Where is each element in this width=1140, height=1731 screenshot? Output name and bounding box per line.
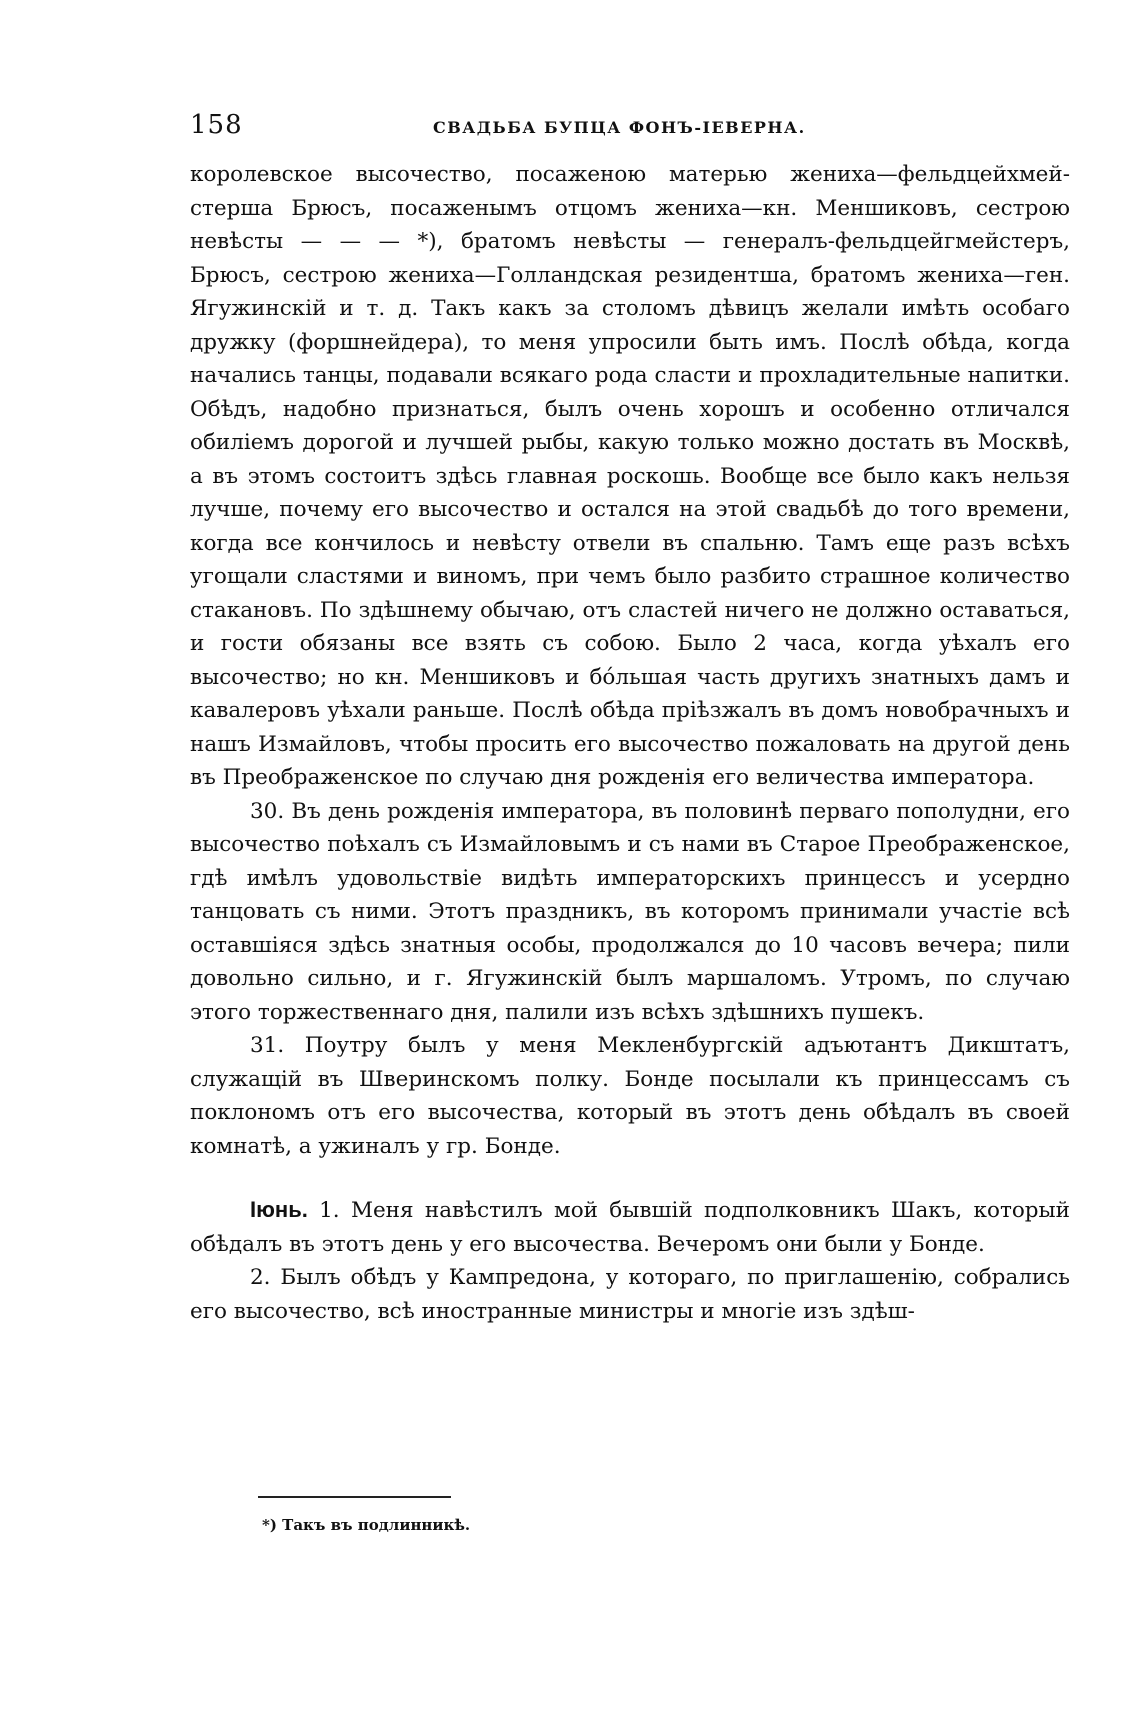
footnote-rule (258, 1496, 451, 1498)
footnote: *) Такъ въ подлинникѣ. (262, 1516, 471, 1534)
paragraph-2: 30. Въ день рожденія императора, въ половинѣ перваго пополудни, его высочество поѣхалъ съ Измайловымъ и съ нами въ Старое Преображенское, гдѣ имѣлъ удовольствіе видѣть императорскихъ принцессъ и усердно танцовать съ ними. Этотъ праздникъ, въ которомъ принимали участіе всѣ оставшіяся здѣсь знатныя особы, продолжался до 10 часовъ вечера; пили довольно сильно, и г. Ягужинскій былъ маршаломъ. Утромъ, по случаю этого торжественнаго дня, палили изъ всѣхъ здѣшнихъ пушекъ. (190, 798, 1070, 1025)
month-heading: Іюнь. (250, 1197, 308, 1222)
paragraph-4-text: 1. Меня навѣстилъ мой бывшій подполковникъ Шакъ, который обѣдалъ въ этотъ день у его высочества. Вечеромъ они были у Бонде. (190, 1198, 1070, 1257)
running-head: СВАДЬБА БУПЦА ФОНЪ-ІЕВЕРНА. (433, 118, 806, 137)
paragraph-4 (190, 1193, 1070, 1261)
paragraph-1: королевское высочество, посаженою матерью жениха—фельдцейхмей-стерша Брюсъ, посаженымъ отцомъ жениха—кн. Меншиковъ, сестрою невѣсты — — — *), братомъ невѣсты — генералъ-фельдцейгмейстеръ, Брюсъ, сестрою жениха—Голландская резидентша, братомъ жениха—ген. Ягужинскій и т. д. Такъ какъ за столомъ дѣвицъ желали имѣть особаго дружку (форшнейдера), то меня упросили быть имъ. Послѣ обѣда, когда начались танцы, подавали всякаго рода сласти и прохладительные напитки. Обѣдъ, надобно признаться, былъ очень хорошъ и особенно отличался обиліемъ дорогой и лучшей рыбы, какую только можно достать въ Москвѣ, а въ этомъ состоитъ здѣсь главная роскошь. Вообще все было какъ нельзя лучше, почему его высочество и остался на этой свадьбѣ до того времени, когда все кончилось и невѣсту отвели въ спальню. Тамъ еще разъ всѣхъ угощали сластями и виномъ, при чемъ было разбито страшное количество стакановъ. По здѣшнему обычаю, отъ сластей ничего не должно оставаться, и гости обязаны все взять съ собою. Было 2 часа, когда уѣхалъ его высочество; но кн. Меншиковъ и бóльшая часть другихъ знатныхъ дамъ и кавалеровъ уѣхали раньше. Послѣ обѣда пріѣзжалъ въ домъ новобрачныхъ и нашъ Измайловъ, чтобы просить его высочество пожаловать на другой день въ Преображенское по случаю дня рожденія его величества императора. (190, 162, 1070, 790)
page-number: 158 (190, 110, 243, 140)
paragraph-3: 31. Поутру былъ у меня Мекленбургскій адъютантъ Дикштатъ, служащій въ Шверинскомъ полку. Бонде посылали къ принцессамъ съ поклономъ отъ его высочества, который въ этотъ день обѣдалъ въ своей комнатѣ, а ужиналъ у гр. Бонде. (190, 1033, 1070, 1159)
page-header (190, 110, 1080, 150)
body-text (190, 158, 1070, 1328)
paragraph-5: 2. Былъ обѣдъ у Кампредона, у котораго, по приглашенію, собрались его высочество, всѣ иностранные министры и многіе изъ здѣш- (190, 1265, 1070, 1324)
